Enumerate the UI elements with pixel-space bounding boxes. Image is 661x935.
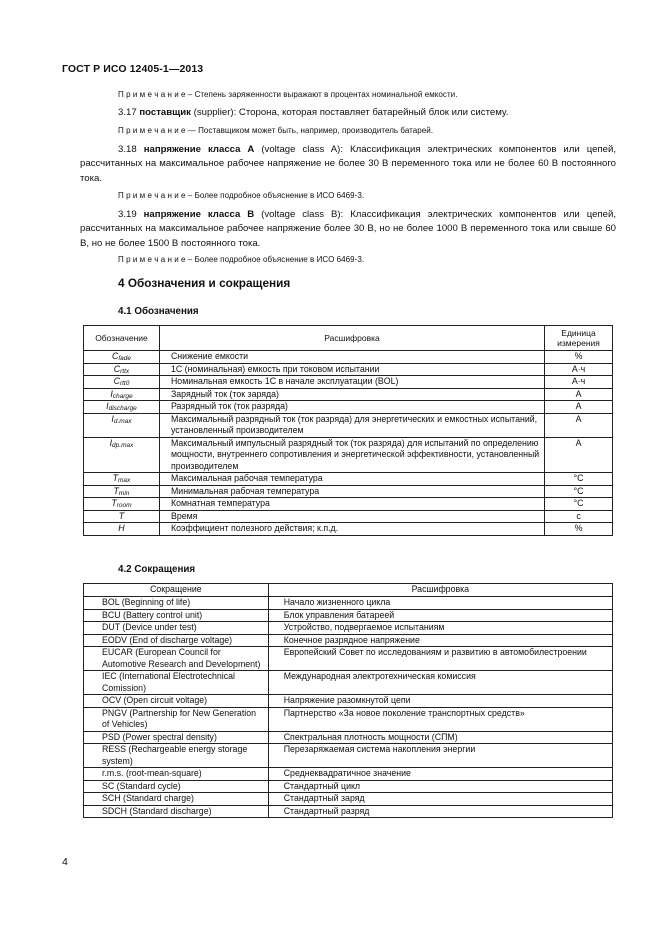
unit-cell: с — [545, 510, 613, 523]
table-row — [84, 510, 613, 523]
table-row — [84, 768, 613, 781]
term-3-18: 3.18 напряжение класса A (voltage class A): Классификация электрических компонентов или цепей, рассчитанных на максимальное рабочее напряжение не более 30 В переменного тока или не более 60 В постоянного тока. — [80, 144, 616, 184]
table-row — [84, 413, 613, 437]
symbol-cell: H — [84, 523, 160, 536]
abbreviations-table — [83, 583, 613, 818]
expansion-cell: Стандартный заряд — [268, 793, 612, 806]
table-row — [84, 401, 613, 414]
table-row — [84, 634, 613, 647]
col-header-unit: Единица измерения — [545, 326, 613, 351]
col-header-abbreviation: Сокращение — [84, 584, 269, 597]
term-3-19: 3.19 напряжение класса B (voltage class B): Классификация электрических компонентов или цепей, рассчитанных на максимальное рабочее напряжение более 30 В, но не более 1000 В переменного тока или свыше 60 В, но не более 1500 В постоянного тока. — [80, 209, 616, 249]
expansion-cell: Напряжение разомкнутой цепи — [268, 695, 612, 708]
description-cell: Зарядный ток (ток заряда) — [159, 388, 544, 401]
unit-cell: °C — [545, 498, 613, 511]
abbreviation-cell: SCH (Standard charge) — [84, 793, 269, 806]
description-cell: Максимальная рабочая температура — [159, 473, 544, 486]
abbreviations-table-header — [84, 584, 613, 597]
symbol-cell: $I_{dp.max}$ — [84, 437, 160, 473]
abbreviation-cell: BOL (Beginning of life) — [84, 597, 269, 610]
symbol-cell: $I_{discharge}$ — [84, 401, 160, 414]
symbol-cell: $C_{rttx}$ — [84, 363, 160, 376]
term-3-17: 3.17 поставщик (supplier): Сторона, которая поставляет батарейный блок или систему. — [118, 107, 509, 118]
col-header-symbol: Обозначение — [84, 326, 160, 351]
table-row — [84, 609, 613, 622]
description-cell: Максимальный импульсный разрядный ток (ток разряда) для испытаний по определению мощности, внутреннего сопротивления и энергетической эффективности, установленный производителем — [159, 437, 544, 473]
note-soc: П р и м е ч а н и е – Степень заряженности выражают в процентах номинальной емкости. — [118, 90, 458, 99]
table-row — [84, 498, 613, 511]
description-cell: Минимальная рабочая температура — [159, 485, 544, 498]
unit-cell: А — [545, 437, 613, 473]
abbreviation-cell: IEC (International Electrotechnical Comission) — [84, 671, 269, 695]
description-cell: Коэффициент полезного действия; к.п.д. — [159, 523, 544, 536]
symbol-cell: $I_{charge}$ — [84, 388, 160, 401]
table-row — [84, 793, 613, 806]
col-header-expansion: Расшифровка — [268, 584, 612, 597]
symbol-cell: $T_{min}$ — [84, 485, 160, 498]
expansion-cell: Стандартный разряд — [268, 805, 612, 818]
description-cell: Время — [159, 510, 544, 523]
table-row — [84, 744, 613, 768]
section-4-title: 4 Обозначения и сокращения — [118, 276, 291, 290]
unit-cell: А·ч — [545, 363, 613, 376]
expansion-cell: Партнерство «За новое поколение транспортных средств» — [268, 707, 612, 731]
symbols-table-header — [84, 326, 613, 351]
expansion-cell: Международная электротехническая комиссия — [268, 671, 612, 695]
table-row — [84, 473, 613, 486]
abbreviation-cell: EUCAR (European Council for Automotive Research and Development) — [84, 647, 269, 671]
symbol-cell: $T_{room}$ — [84, 498, 160, 511]
expansion-cell: Устройство, подвергаемое испытаниям — [268, 622, 612, 635]
unit-cell: °C — [545, 485, 613, 498]
expansion-cell: Начало жизненного цикла — [268, 597, 612, 610]
description-cell: 1С (номинальная) емкость при токовом испытании — [159, 363, 544, 376]
table-row — [84, 597, 613, 610]
table-row — [84, 485, 613, 498]
expansion-cell: Перезаряжаемая система накопления энергии — [268, 744, 612, 768]
symbol-cell: $C_{fade}$ — [84, 351, 160, 364]
subsection-4-2-title: 4.2 Сокращения — [118, 564, 196, 575]
description-cell: Комнатная температура — [159, 498, 544, 511]
table-row — [84, 805, 613, 818]
table-row — [84, 707, 613, 731]
abbreviation-cell: DUT (Device under test) — [84, 622, 269, 635]
note-class-b: П р и м е ч а н и е – Более подробное объяснение в ИСО 6469-3. — [118, 255, 365, 264]
table-row — [84, 523, 613, 536]
unit-cell: А — [545, 413, 613, 437]
symbol-cell: $I_{d.max}$ — [84, 413, 160, 437]
table-row — [84, 376, 613, 389]
unit-cell: % — [545, 523, 613, 536]
symbol-cell: $C_{rtt0}$ — [84, 376, 160, 389]
unit-cell: % — [545, 351, 613, 364]
abbreviation-cell: OCV (Open circuit voltage) — [84, 695, 269, 708]
abbreviation-cell: RESS (Rechargeable energy storage system) — [84, 744, 269, 768]
description-cell: Разрядный ток (ток разряда) — [159, 401, 544, 414]
abbreviation-cell: r.m.s. (root-mean-square) — [84, 768, 269, 781]
table-row — [84, 351, 613, 364]
abbreviation-cell: SDCH (Standard discharge) — [84, 805, 269, 818]
table-row — [84, 363, 613, 376]
note-supplier: П р и м е ч а н и е — Поставщиком может быть, например, производитель батарей. — [118, 126, 434, 135]
table-row — [84, 437, 613, 473]
note-class-a: П р и м е ч а н и е – Более подробное объяснение в ИСО 6469-3. — [118, 191, 365, 200]
abbreviation-cell: PNGV (Partnership for New Generation of Vehicles) — [84, 707, 269, 731]
abbreviation-cell: BCU (Battery control unit) — [84, 609, 269, 622]
unit-cell: А — [545, 388, 613, 401]
expansion-cell: Европейский Совет по исследованиям и развитию в автомобилестроении — [268, 647, 612, 671]
description-cell: Максимальный разрядный ток (ток разряда) для энергетических и емкостных испытаний, установленный производителем — [159, 413, 544, 437]
expansion-cell: Блок управления батареей — [268, 609, 612, 622]
description-cell: Номинальная емкость 1С в начале эксплуатации (BOL) — [159, 376, 544, 389]
subsection-4-1-title: 4.1 Обозначения — [118, 306, 199, 317]
col-header-description: Расшифровка — [159, 326, 544, 351]
table-row — [84, 388, 613, 401]
expansion-cell: Среднеквадратичное значение — [268, 768, 612, 781]
abbreviation-cell: SC (Standard cycle) — [84, 780, 269, 793]
abbreviation-cell: PSD (Power spectral density) — [84, 731, 269, 744]
document-header: ГОСТ Р ИСО 12405-1—2013 — [62, 63, 204, 75]
symbols-table — [83, 325, 613, 536]
table-row — [84, 647, 613, 671]
table-row — [84, 731, 613, 744]
page-number: 4 — [62, 856, 68, 868]
abbreviation-cell: EODV (End of discharge voltage) — [84, 634, 269, 647]
expansion-cell: Конечное разрядное напряжение — [268, 634, 612, 647]
table-row — [84, 780, 613, 793]
symbol-cell: T — [84, 510, 160, 523]
unit-cell: °C — [545, 473, 613, 486]
unit-cell: А — [545, 401, 613, 414]
table-row — [84, 671, 613, 695]
unit-cell: А·ч — [545, 376, 613, 389]
symbol-cell: $T_{max}$ — [84, 473, 160, 486]
table-row — [84, 622, 613, 635]
table-row — [84, 695, 613, 708]
expansion-cell: Стандартный цикл — [268, 780, 612, 793]
description-cell: Снижение емкости — [159, 351, 544, 364]
expansion-cell: Спектральная плотность мощности (СПМ) — [268, 731, 612, 744]
